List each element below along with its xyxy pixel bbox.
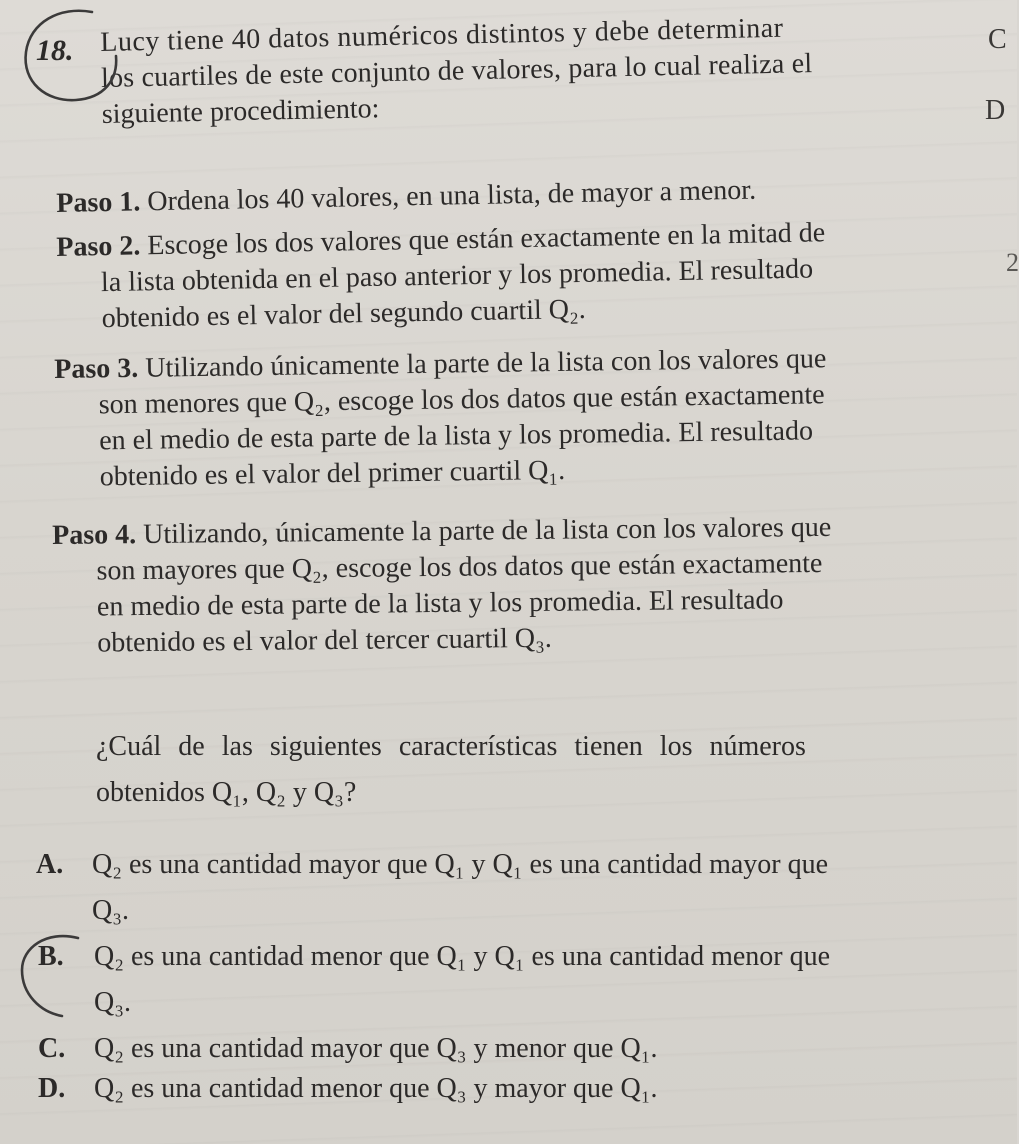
step-text: obtenido es el valor del segundo cuartil Q₂. [101,293,587,335]
step-text: Utilizando, únicamente la parte de la lista con los valores que [143,511,832,551]
intro-line: Lucy tiene 40 datos numéricos distintos y debe determinar [100,12,784,58]
option-letter: C. [38,1033,66,1064]
margin-letter-c: C [988,24,1007,55]
option-text: Q₂ es una cantidad menor que Q₃ y mayor que Q₁. [94,1073,658,1104]
option-d[interactable] [38,1066,958,1112]
intro-line: siguiente procedimiento: [101,93,380,130]
margin-letter-d: D [985,95,1006,126]
step-label: Paso 3. [54,352,139,385]
step-text: obtenido es el valor del primer cuartil Q₁. [99,454,566,493]
intro-paragraph [100,9,942,131]
step-text: en medio de esta parte de la lista y los promedia. El resultado [96,584,784,623]
margin-letter-2: 2 [1006,248,1019,277]
option-text: Q₂ es una cantidad mayor que Q₃ y menor que Q₁. [94,1033,658,1064]
intro-line: los cuartiles de este conjunto de valores, para lo cual realiza el [100,48,813,94]
step-2 [56,213,958,338]
step-label: Paso 2. [56,230,141,263]
question-stem [96,724,956,816]
option-text: Q₂ es una cantidad menor que Q₁ y Q₁ es una cantidad menor que [94,941,831,972]
step-3 [54,339,956,496]
option-text: Q₃. [94,987,131,1018]
option-letter: B. [38,941,64,972]
step-text: la lista obtenida en el paso anterior y los promedia. El resultado [100,253,814,299]
option-text: Q₃. [92,895,129,926]
step-text: Utilizando únicamente la parte de la lista con los valores que [145,343,827,384]
question-line: ¿Cuál de las siguientes características tienen los números [96,731,806,762]
question-line: obtenidos Q₁, Q₂ y Q₃? [96,777,357,808]
step-text: son mayores que Q₂, escoge los dos datos que están exactamente [96,547,823,587]
step-4 [52,509,953,662]
step-label: Paso 4. [52,519,137,551]
option-a[interactable] [36,842,956,934]
option-letter: A. [36,849,64,880]
step-text: en el medio de esta parte de la lista y los promedia. El resultado [99,415,814,457]
step-text: Ordena los 40 valores, en una lista, de mayor a menor. [147,174,757,218]
step-text: obtenido es el valor del tercer cuartil Q₃. [97,622,552,659]
step-text: son menores que Q₂, escoge los dos datos que están exactamente [98,379,825,421]
option-letter: D. [38,1073,66,1104]
option-b[interactable] [38,934,958,1026]
option-text: Q₂ es una cantidad mayor que Q₁ y Q₁ es una cantidad mayor que [92,849,829,880]
step-label: Paso 1. [56,186,141,219]
step-text: Escoge los dos valores que están exactamente en la mitad de [147,217,826,262]
step-1 [56,169,957,222]
question-number: 18. [36,34,74,67]
